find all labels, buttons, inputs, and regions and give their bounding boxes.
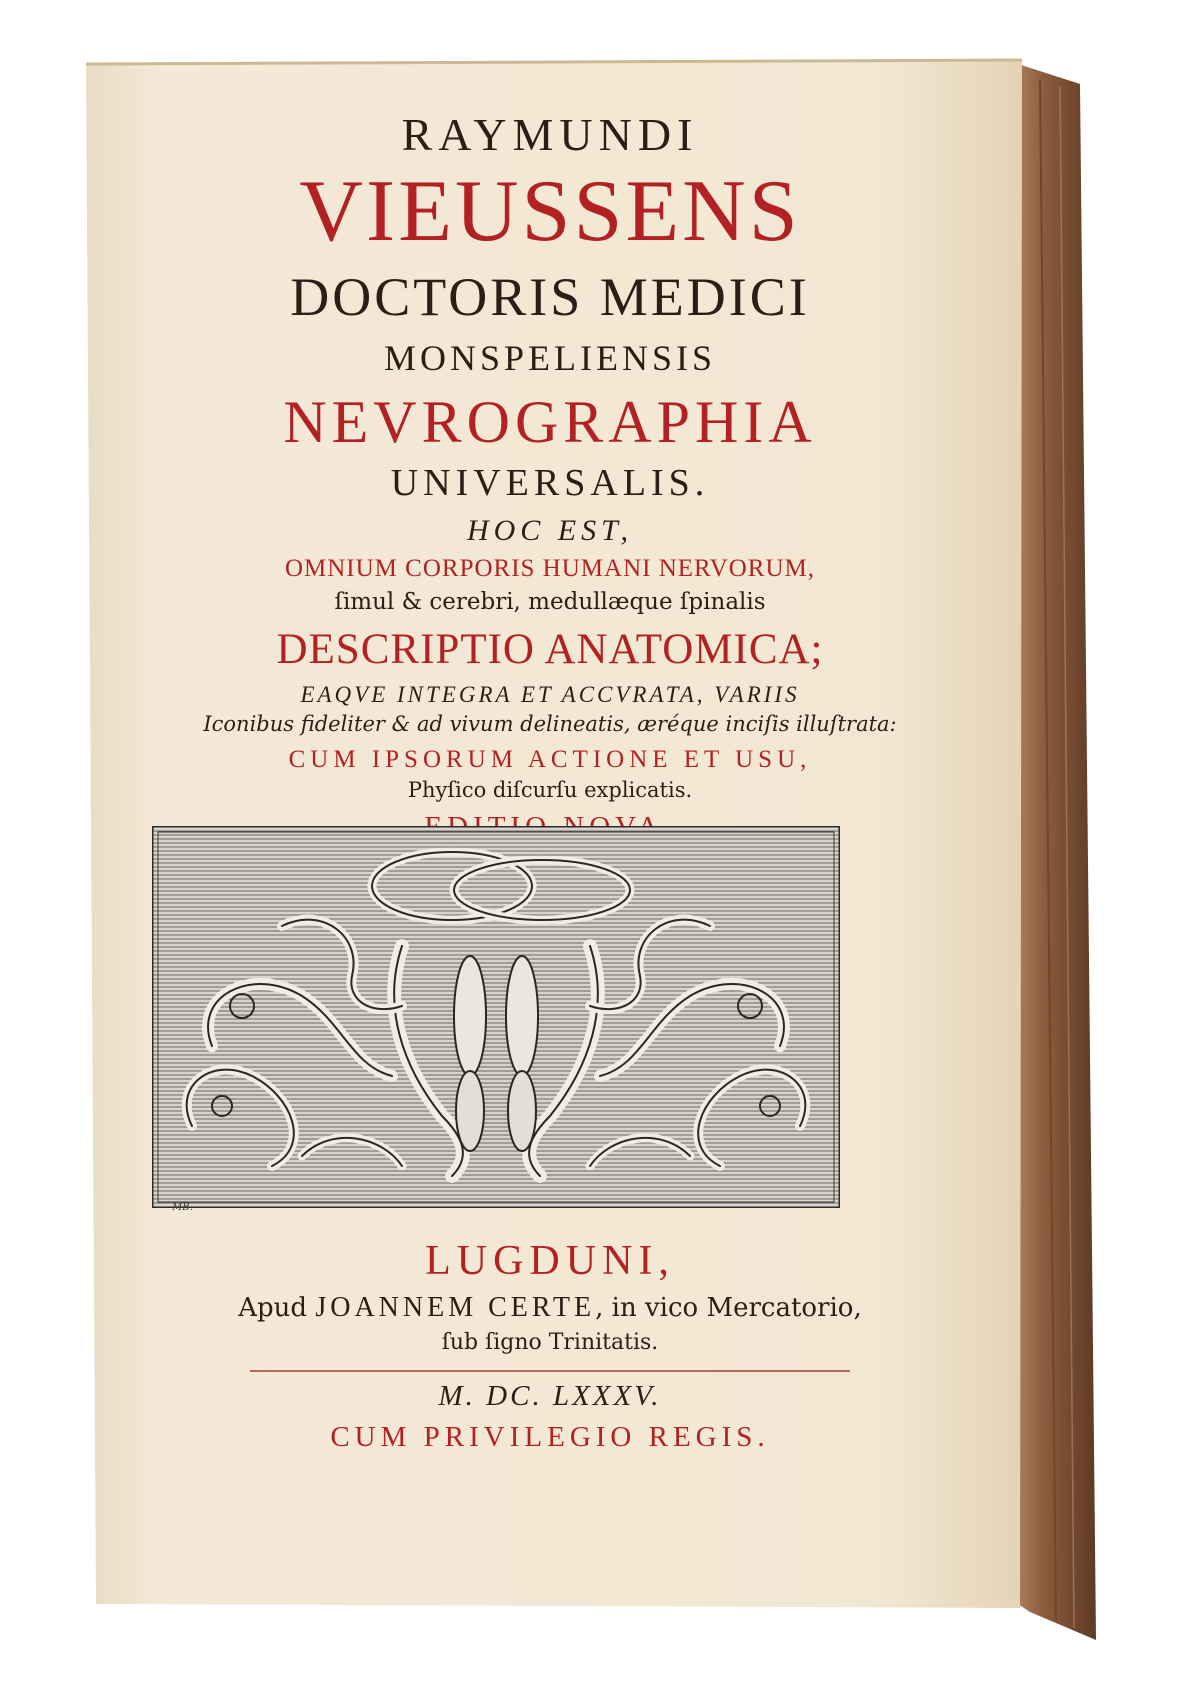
imprint-privilege: CUM PRIVILEGIO REGIS. <box>330 1421 770 1453</box>
author-forename: RAYMUNDI <box>401 109 699 160</box>
book-title-main: NEVROGRAPHIA <box>283 389 817 455</box>
iconibus-line: Iconibus fideliter & ad vivum delineatis, æréque inciſis illuſtrata: <box>203 712 897 736</box>
hoc-est-line: HOC EST, <box>466 514 634 547</box>
eaque-line: EAQVE INTEGRA ET ACCVRATA, VARIIS <box>300 682 800 707</box>
cum-ipsorum-line: CUM IPSORUM ACTIONE ET USU, <box>288 746 812 773</box>
apud-prefix: Apud <box>238 1293 316 1323</box>
omnium-line: OMNIUM CORPORIS HUMANI NERVORUM, <box>284 555 816 582</box>
title-block <box>150 108 950 842</box>
imprint-city: LUGDUNI, <box>425 1238 675 1284</box>
imprint-sign-line: ſub ſigno Trinitatis. <box>441 1330 659 1355</box>
imprint-block <box>150 1240 950 1452</box>
imprint-printer-line <box>150 1294 950 1322</box>
physico-line: Phyſico diſcurſu explicatis. <box>407 778 693 802</box>
apud-suffix: , in vico Mercatorio, <box>595 1293 862 1323</box>
author-surname: VIEUSSENS <box>299 163 801 260</box>
book-title-second: UNIVERSALIS. <box>390 462 710 504</box>
author-degree: DOCTORIS MEDICI <box>290 267 810 327</box>
author-city: MONSPELIENSIS <box>383 338 717 378</box>
imprint-date: M. DC. LXXXV. <box>438 1380 662 1412</box>
descriptio-line: DESCRIPTIO ANATOMICA; <box>276 626 824 673</box>
engraver-initials: MB. <box>172 1202 193 1213</box>
imprint-rule <box>250 1370 850 1372</box>
simul-line: ſimul & cerebri, medullæque ſpinalis <box>334 589 766 615</box>
engraved-monogram-ornament <box>152 826 840 1208</box>
printer-name: JOANNEM CERTE <box>315 1292 596 1323</box>
